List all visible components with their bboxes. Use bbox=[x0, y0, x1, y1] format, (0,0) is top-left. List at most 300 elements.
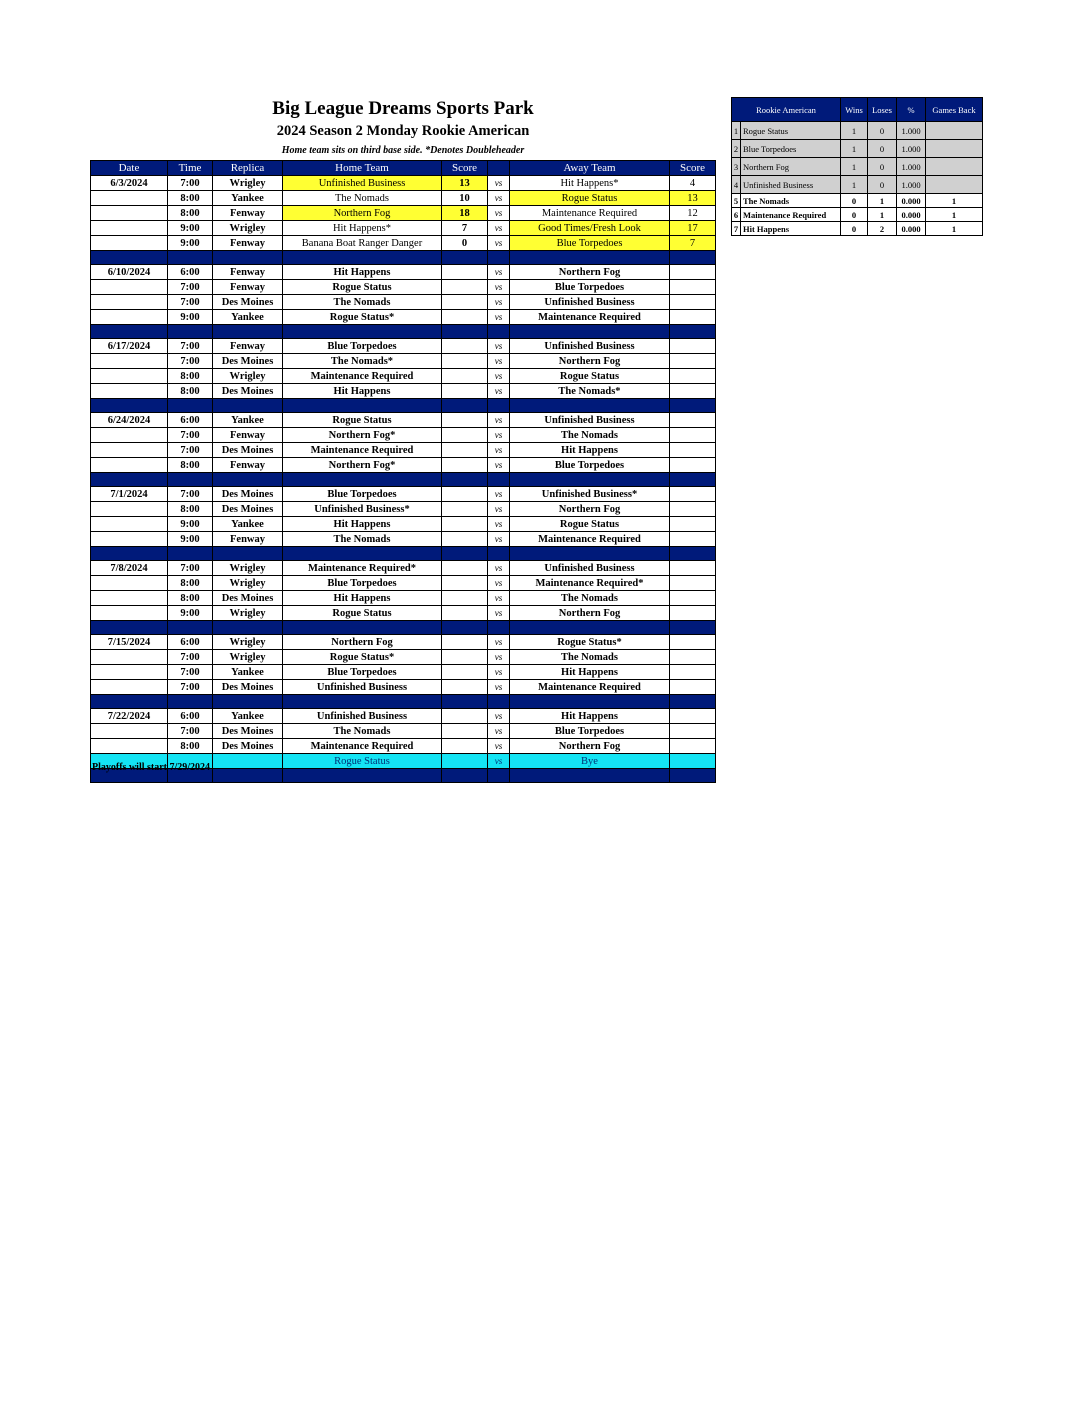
away-score bbox=[670, 369, 716, 384]
bye-away-team: Bye bbox=[510, 754, 670, 769]
home-team: Rogue Status bbox=[283, 606, 442, 621]
page-note: Home team sits on third base side. *Denotes Doubleheader bbox=[281, 145, 525, 156]
separator-cell bbox=[670, 473, 716, 487]
game-date: 7/15/2024 bbox=[91, 635, 168, 650]
home-team: Unfinished Business bbox=[283, 680, 442, 695]
game-row bbox=[91, 724, 716, 739]
team-wins: 1 bbox=[841, 176, 868, 194]
separator-cell bbox=[510, 399, 670, 413]
game-row bbox=[91, 339, 716, 354]
away-team: Hit Happens bbox=[510, 665, 670, 680]
away-team: Hit Happens bbox=[510, 443, 670, 458]
separator-cell bbox=[442, 769, 488, 783]
team-pct: 0.000 bbox=[897, 194, 926, 208]
team-games-back bbox=[926, 158, 983, 176]
separator-cell bbox=[510, 769, 670, 783]
standings-header-row bbox=[732, 98, 983, 122]
game-row bbox=[91, 517, 716, 532]
away-team: Blue Torpedoes bbox=[510, 724, 670, 739]
week-separator bbox=[91, 547, 716, 561]
away-team: Maintenance Required bbox=[510, 310, 670, 325]
col-date: Date bbox=[91, 161, 168, 176]
game-row bbox=[91, 650, 716, 665]
col-games-back: Games Back bbox=[926, 98, 983, 122]
away-score bbox=[670, 709, 716, 724]
away-score bbox=[670, 665, 716, 680]
away-team: Hit Happens bbox=[510, 709, 670, 724]
game-row bbox=[91, 280, 716, 295]
separator-cell bbox=[670, 695, 716, 709]
game-time: 7:00 bbox=[168, 561, 213, 576]
home-score bbox=[442, 413, 488, 428]
vs-label: vs bbox=[488, 709, 510, 724]
separator-cell bbox=[670, 251, 716, 265]
home-team: Northern Fog* bbox=[283, 458, 442, 473]
vs-label: vs bbox=[488, 280, 510, 295]
home-score bbox=[442, 739, 488, 754]
week-separator bbox=[91, 325, 716, 339]
team-rank: 7 bbox=[732, 222, 741, 236]
separator-cell bbox=[488, 325, 510, 339]
separator-cell bbox=[442, 473, 488, 487]
vs-label: vs bbox=[488, 310, 510, 325]
vs-label: vs bbox=[488, 576, 510, 591]
game-row bbox=[91, 576, 716, 591]
separator-cell bbox=[442, 251, 488, 265]
away-score bbox=[670, 339, 716, 354]
game-replica: Yankee bbox=[213, 191, 283, 206]
game-replica: Wrigley bbox=[213, 650, 283, 665]
vs-label: vs bbox=[488, 191, 510, 206]
separator-cell bbox=[213, 251, 283, 265]
game-replica: Des Moines bbox=[213, 739, 283, 754]
away-score bbox=[670, 591, 716, 606]
separator-cell bbox=[168, 695, 213, 709]
home-team: Maintenance Required* bbox=[283, 561, 442, 576]
week-separator bbox=[91, 399, 716, 413]
team-pct: 0.000 bbox=[897, 208, 926, 222]
game-time: 7:00 bbox=[168, 443, 213, 458]
game-time: 8:00 bbox=[168, 458, 213, 473]
col-replica: Replica bbox=[213, 161, 283, 176]
team-pct: 1.000 bbox=[897, 140, 926, 158]
game-date bbox=[91, 739, 168, 754]
home-team: Northern Fog bbox=[283, 635, 442, 650]
bye-vs: vs bbox=[488, 754, 510, 769]
game-date bbox=[91, 665, 168, 680]
away-score bbox=[670, 680, 716, 695]
home-score bbox=[442, 310, 488, 325]
team-name: Hit Happens bbox=[741, 222, 841, 236]
home-team: Unfinished Business* bbox=[283, 502, 442, 517]
away-team: Unfinished Business* bbox=[510, 487, 670, 502]
home-team: Hit Happens bbox=[283, 265, 442, 280]
away-team: The Nomads bbox=[510, 591, 670, 606]
away-team: Northern Fog bbox=[510, 739, 670, 754]
game-replica: Wrigley bbox=[213, 606, 283, 621]
game-date bbox=[91, 650, 168, 665]
game-replica: Wrigley bbox=[213, 176, 283, 191]
vs-label: vs bbox=[488, 295, 510, 310]
game-time: 8:00 bbox=[168, 369, 213, 384]
game-date bbox=[91, 680, 168, 695]
away-team: Maintenance Required bbox=[510, 206, 670, 221]
away-team: The Nomads bbox=[510, 428, 670, 443]
separator-cell bbox=[670, 769, 716, 783]
team-rank: 5 bbox=[732, 194, 741, 208]
game-date bbox=[91, 236, 168, 251]
home-score bbox=[442, 265, 488, 280]
game-row bbox=[91, 458, 716, 473]
separator-cell bbox=[488, 769, 510, 783]
separator-cell bbox=[488, 399, 510, 413]
game-replica: Fenway bbox=[213, 265, 283, 280]
col-away-score: Score bbox=[670, 161, 716, 176]
game-replica: Yankee bbox=[213, 517, 283, 532]
away-score bbox=[670, 354, 716, 369]
vs-label: vs bbox=[488, 339, 510, 354]
team-pct: 1.000 bbox=[897, 176, 926, 194]
col-home-team: Home Team bbox=[283, 161, 442, 176]
home-team: Rogue Status* bbox=[283, 650, 442, 665]
game-row bbox=[91, 176, 716, 191]
separator-cell bbox=[168, 325, 213, 339]
vs-label: vs bbox=[488, 591, 510, 606]
team-rank: 3 bbox=[732, 158, 741, 176]
game-time: 7:00 bbox=[168, 724, 213, 739]
vs-label: vs bbox=[488, 650, 510, 665]
home-score bbox=[442, 487, 488, 502]
game-replica: Des Moines bbox=[213, 680, 283, 695]
away-score: 7 bbox=[670, 236, 716, 251]
home-team: Blue Torpedoes bbox=[283, 576, 442, 591]
away-team: Maintenance Required* bbox=[510, 576, 670, 591]
separator-cell bbox=[168, 473, 213, 487]
game-date bbox=[91, 221, 168, 236]
col-pct: % bbox=[897, 98, 926, 122]
separator-cell bbox=[670, 621, 716, 635]
team-wins: 1 bbox=[841, 158, 868, 176]
away-score bbox=[670, 428, 716, 443]
game-row bbox=[91, 191, 716, 206]
home-score bbox=[442, 384, 488, 399]
vs-label: vs bbox=[488, 680, 510, 695]
home-score bbox=[442, 561, 488, 576]
vs-label: vs bbox=[488, 221, 510, 236]
home-team: Hit Happens bbox=[283, 517, 442, 532]
game-date bbox=[91, 576, 168, 591]
team-pct: 1.000 bbox=[897, 122, 926, 140]
vs-label: vs bbox=[488, 517, 510, 532]
game-date: 6/10/2024 bbox=[91, 265, 168, 280]
vs-label: vs bbox=[488, 443, 510, 458]
vs-label: vs bbox=[488, 369, 510, 384]
game-replica: Fenway bbox=[213, 206, 283, 221]
team-losses: 1 bbox=[868, 194, 897, 208]
home-team: Northern Fog bbox=[283, 206, 442, 221]
separator-cell bbox=[213, 399, 283, 413]
team-wins: 1 bbox=[841, 140, 868, 158]
away-team: Blue Torpedoes bbox=[510, 280, 670, 295]
separator-cell bbox=[488, 473, 510, 487]
game-replica: Des Moines bbox=[213, 487, 283, 502]
team-name: Maintenance Required bbox=[741, 208, 841, 222]
separator-cell bbox=[670, 399, 716, 413]
vs-label: vs bbox=[488, 606, 510, 621]
separator-cell bbox=[510, 547, 670, 561]
separator-cell bbox=[168, 399, 213, 413]
away-score bbox=[670, 487, 716, 502]
col-wins: Wins bbox=[841, 98, 868, 122]
vs-label: vs bbox=[488, 236, 510, 251]
separator-cell bbox=[510, 695, 670, 709]
away-team: Rogue Status bbox=[510, 191, 670, 206]
game-row bbox=[91, 236, 716, 251]
game-replica: Yankee bbox=[213, 310, 283, 325]
game-time: 6:00 bbox=[168, 709, 213, 724]
game-replica: Fenway bbox=[213, 532, 283, 547]
home-score bbox=[442, 709, 488, 724]
game-date: 7/8/2024 bbox=[91, 561, 168, 576]
game-date bbox=[91, 280, 168, 295]
team-name: Rogue Status bbox=[741, 122, 841, 140]
away-score bbox=[670, 458, 716, 473]
game-row bbox=[91, 310, 716, 325]
game-date bbox=[91, 191, 168, 206]
separator-cell bbox=[213, 473, 283, 487]
game-replica: Wrigley bbox=[213, 221, 283, 236]
game-replica: Fenway bbox=[213, 236, 283, 251]
page-title: Big League Dreams Sports Park bbox=[272, 98, 534, 119]
game-time: 6:00 bbox=[168, 413, 213, 428]
home-team: Rogue Status bbox=[283, 413, 442, 428]
away-team: Unfinished Business bbox=[510, 561, 670, 576]
standings-row bbox=[732, 222, 983, 236]
home-score bbox=[442, 280, 488, 295]
game-time: 9:00 bbox=[168, 517, 213, 532]
game-date: 6/3/2024 bbox=[91, 176, 168, 191]
away-team: Hit Happens* bbox=[510, 176, 670, 191]
separator-cell bbox=[91, 473, 168, 487]
game-date bbox=[91, 369, 168, 384]
team-losses: 1 bbox=[868, 208, 897, 222]
team-games-back: 1 bbox=[926, 208, 983, 222]
away-score bbox=[670, 310, 716, 325]
away-team: Rogue Status bbox=[510, 369, 670, 384]
separator-cell bbox=[442, 695, 488, 709]
game-replica: Yankee bbox=[213, 709, 283, 724]
game-row bbox=[91, 709, 716, 724]
vs-label: vs bbox=[488, 502, 510, 517]
separator-cell bbox=[168, 251, 213, 265]
away-team: The Nomads bbox=[510, 650, 670, 665]
home-score: 13 bbox=[442, 176, 488, 191]
team-games-back: 1 bbox=[926, 194, 983, 208]
game-date bbox=[91, 443, 168, 458]
home-score: 7 bbox=[442, 221, 488, 236]
game-replica: Des Moines bbox=[213, 384, 283, 399]
separator-cell bbox=[283, 769, 442, 783]
team-rank: 1 bbox=[732, 122, 741, 140]
team-wins: 0 bbox=[841, 222, 868, 236]
game-date bbox=[91, 384, 168, 399]
game-row bbox=[91, 739, 716, 754]
separator-cell bbox=[283, 251, 442, 265]
separator-cell bbox=[213, 621, 283, 635]
home-score: 18 bbox=[442, 206, 488, 221]
separator-cell bbox=[488, 547, 510, 561]
home-score bbox=[442, 591, 488, 606]
team-losses: 0 bbox=[868, 158, 897, 176]
separator-cell bbox=[213, 547, 283, 561]
game-row bbox=[91, 591, 716, 606]
home-team: Hit Happens bbox=[283, 384, 442, 399]
vs-label: vs bbox=[488, 428, 510, 443]
standings-row bbox=[732, 122, 983, 140]
separator-cell bbox=[283, 473, 442, 487]
away-score bbox=[670, 532, 716, 547]
schedule-table bbox=[90, 160, 716, 783]
page-subtitle: 2024 Season 2 Monday Rookie American bbox=[276, 123, 530, 139]
away-team: Unfinished Business bbox=[510, 339, 670, 354]
game-row bbox=[91, 265, 716, 280]
bye-away-score bbox=[670, 754, 716, 769]
week-separator bbox=[91, 251, 716, 265]
home-score bbox=[442, 428, 488, 443]
vs-label: vs bbox=[488, 532, 510, 547]
game-row bbox=[91, 561, 716, 576]
home-team: Banana Boat Ranger Danger bbox=[283, 236, 442, 251]
game-row bbox=[91, 502, 716, 517]
separator-cell bbox=[91, 695, 168, 709]
game-replica: Des Moines bbox=[213, 724, 283, 739]
separator-cell bbox=[510, 251, 670, 265]
col-home-score: Score bbox=[442, 161, 488, 176]
home-score bbox=[442, 532, 488, 547]
game-time: 9:00 bbox=[168, 532, 213, 547]
separator-cell bbox=[168, 547, 213, 561]
game-row bbox=[91, 606, 716, 621]
week-separator bbox=[91, 473, 716, 487]
game-time: 6:00 bbox=[168, 265, 213, 280]
team-rank: 6 bbox=[732, 208, 741, 222]
away-team: Northern Fog bbox=[510, 354, 670, 369]
home-score bbox=[442, 458, 488, 473]
away-score bbox=[670, 635, 716, 650]
team-losses: 2 bbox=[868, 222, 897, 236]
game-time: 9:00 bbox=[168, 236, 213, 251]
home-score bbox=[442, 517, 488, 532]
game-replica: Yankee bbox=[213, 413, 283, 428]
away-score bbox=[670, 265, 716, 280]
team-wins: 0 bbox=[841, 208, 868, 222]
game-row bbox=[91, 221, 716, 236]
home-team: The Nomads bbox=[283, 532, 442, 547]
away-score bbox=[670, 280, 716, 295]
game-time: 9:00 bbox=[168, 606, 213, 621]
game-row bbox=[91, 354, 716, 369]
away-team: Blue Torpedoes bbox=[510, 236, 670, 251]
game-date: 6/17/2024 bbox=[91, 339, 168, 354]
away-score bbox=[670, 384, 716, 399]
separator-cell bbox=[168, 621, 213, 635]
game-date bbox=[91, 206, 168, 221]
home-team: The Nomads bbox=[283, 191, 442, 206]
home-team: Blue Torpedoes bbox=[283, 339, 442, 354]
away-score bbox=[670, 295, 716, 310]
game-time: 7:00 bbox=[168, 280, 213, 295]
home-score bbox=[442, 724, 488, 739]
away-score bbox=[670, 576, 716, 591]
home-score bbox=[442, 635, 488, 650]
vs-label: vs bbox=[488, 384, 510, 399]
standings-row bbox=[732, 158, 983, 176]
separator-cell bbox=[213, 325, 283, 339]
separator-cell bbox=[283, 547, 442, 561]
vs-label: vs bbox=[488, 265, 510, 280]
game-date bbox=[91, 724, 168, 739]
game-time: 7:00 bbox=[168, 295, 213, 310]
bye-home-team: Rogue Status bbox=[283, 754, 442, 769]
game-replica: Des Moines bbox=[213, 502, 283, 517]
game-time: 7:00 bbox=[168, 680, 213, 695]
game-date bbox=[91, 295, 168, 310]
game-time: 7:00 bbox=[168, 354, 213, 369]
away-score bbox=[670, 413, 716, 428]
game-time: 8:00 bbox=[168, 384, 213, 399]
vs-label: vs bbox=[488, 739, 510, 754]
separator-cell bbox=[91, 621, 168, 635]
week-separator bbox=[91, 695, 716, 709]
home-score bbox=[442, 339, 488, 354]
separator-cell bbox=[510, 621, 670, 635]
game-replica: Wrigley bbox=[213, 635, 283, 650]
team-name: Northern Fog bbox=[741, 158, 841, 176]
game-row bbox=[91, 295, 716, 310]
team-name: Blue Torpedoes bbox=[741, 140, 841, 158]
separator-cell bbox=[442, 547, 488, 561]
standings-row bbox=[732, 140, 983, 158]
separator-cell bbox=[488, 695, 510, 709]
week-separator bbox=[91, 621, 716, 635]
game-replica: Fenway bbox=[213, 339, 283, 354]
separator-cell bbox=[283, 621, 442, 635]
game-time: 9:00 bbox=[168, 310, 213, 325]
game-date: 7/22/2024 bbox=[91, 709, 168, 724]
home-team: The Nomads bbox=[283, 724, 442, 739]
vs-label: vs bbox=[488, 206, 510, 221]
team-name: Unfinished Business bbox=[741, 176, 841, 194]
away-team: Unfinished Business bbox=[510, 413, 670, 428]
game-row bbox=[91, 413, 716, 428]
home-team: Maintenance Required bbox=[283, 739, 442, 754]
separator-cell bbox=[213, 769, 283, 783]
away-team: Unfinished Business bbox=[510, 295, 670, 310]
separator-cell bbox=[91, 399, 168, 413]
game-time: 9:00 bbox=[168, 221, 213, 236]
standings-row bbox=[732, 208, 983, 222]
game-date bbox=[91, 354, 168, 369]
vs-label: vs bbox=[488, 354, 510, 369]
away-team: Blue Torpedoes bbox=[510, 458, 670, 473]
team-games-back: 1 bbox=[926, 222, 983, 236]
game-replica: Yankee bbox=[213, 665, 283, 680]
game-replica: Fenway bbox=[213, 280, 283, 295]
game-time: 7:00 bbox=[168, 650, 213, 665]
vs-label: vs bbox=[488, 635, 510, 650]
away-team: The Nomads* bbox=[510, 384, 670, 399]
bye-replica bbox=[213, 754, 283, 769]
